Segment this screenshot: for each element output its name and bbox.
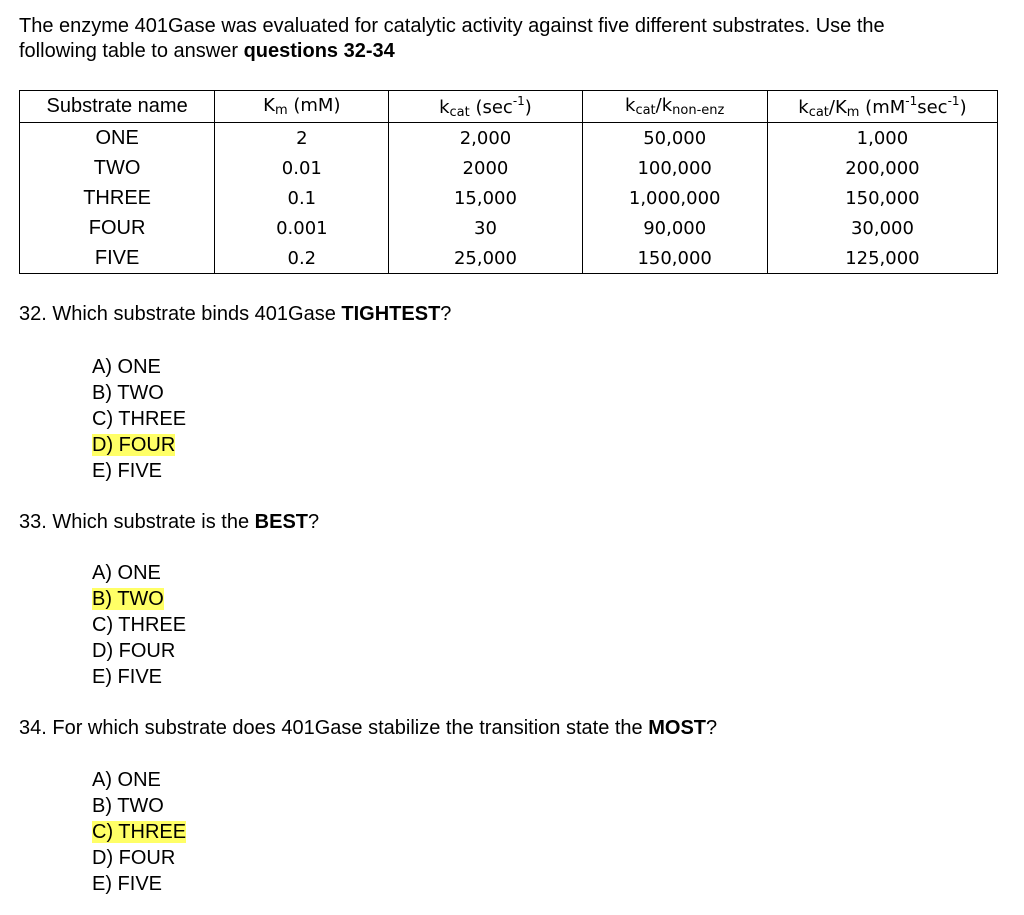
cell-rate-enhancement: 90,000 <box>582 213 767 243</box>
choice-label: A) ONE <box>92 356 161 378</box>
choice-d[interactable] <box>92 845 186 871</box>
cell-rate-enhancement: 150,000 <box>582 243 767 274</box>
header-spec-symbol: k <box>798 96 809 118</box>
cell-km: 0.01 <box>215 153 389 183</box>
cell-specificity: 1,000 <box>767 123 997 154</box>
question-33-text: 33. Which substrate is the <box>19 511 255 533</box>
question-33 <box>19 510 319 534</box>
header-spec-superscript-1: -1 <box>905 93 918 108</box>
cell-km: 0.001 <box>215 213 389 243</box>
choice-c[interactable] <box>92 612 186 638</box>
table-row <box>20 213 998 243</box>
table-header-row <box>20 91 998 123</box>
choice-a[interactable] <box>92 354 186 380</box>
choice-label-highlighted: C) THREE <box>92 821 187 843</box>
choice-a[interactable] <box>92 767 186 793</box>
question-33-keyword: BEST <box>254 511 309 533</box>
cell-kcat: 2,000 <box>389 123 582 154</box>
question-33-choices <box>92 560 186 690</box>
header-rate-subscript-2: non-enz <box>672 103 725 118</box>
question-34-end: ? <box>706 717 718 739</box>
intro-line-2 <box>19 39 1009 64</box>
cell-specificity: 150,000 <box>767 183 997 213</box>
header-km-unit: (mM) <box>287 95 341 116</box>
question-32-keyword: TIGHTEST <box>341 303 441 325</box>
choice-label: A) ONE <box>92 769 161 791</box>
choice-e[interactable] <box>92 871 186 897</box>
header-spec-unit-1: (mM <box>859 96 906 118</box>
cell-specificity: 200,000 <box>767 153 997 183</box>
intro-line-1: The enzyme 401Gase was evaluated for catalytic activity against five different substrates. Use the <box>19 15 885 37</box>
choice-d[interactable] <box>92 432 186 458</box>
header-kcat-close: ) <box>524 96 532 118</box>
choice-label: E) FIVE <box>92 873 163 895</box>
cell-substrate-name: FIVE <box>20 243 215 274</box>
header-spec-close: ) <box>959 96 967 118</box>
header-km-symbol: K <box>263 95 275 116</box>
cell-kcat: 25,000 <box>389 243 582 274</box>
intro-line-2-text: following table to answer <box>19 40 244 62</box>
header-km <box>215 91 389 123</box>
question-34-choices <box>92 767 186 897</box>
question-33-end: ? <box>308 511 320 533</box>
header-kcat-symbol: k <box>439 96 450 118</box>
cell-substrate-name: THREE <box>20 183 215 213</box>
choice-d[interactable] <box>92 638 186 664</box>
choice-b[interactable] <box>92 380 186 406</box>
question-32-text: 32. Which substrate binds 401Gase <box>19 303 342 325</box>
header-spec-subscript-2: m <box>846 104 860 120</box>
cell-km: 2 <box>215 123 389 154</box>
choice-label-highlighted: D) FOUR <box>92 434 176 456</box>
choice-c[interactable] <box>92 406 186 432</box>
cell-specificity: 125,000 <box>767 243 997 274</box>
cell-substrate-name: TWO <box>20 153 215 183</box>
table-row <box>20 243 998 274</box>
cell-kcat: 30 <box>389 213 582 243</box>
choice-label: E) FIVE <box>92 666 163 688</box>
header-kcat <box>389 91 582 123</box>
question-34-text: 34. For which substrate does 401Gase stabilize the transition state the <box>19 717 649 739</box>
header-spec-subscript-1: cat <box>808 104 829 120</box>
question-34 <box>19 716 717 740</box>
header-spec-superscript-2: -1 <box>947 93 960 108</box>
header-kcat-superscript: -1 <box>512 93 525 108</box>
header-specificity <box>767 91 997 123</box>
cell-substrate-name: ONE <box>20 123 215 154</box>
cell-specificity: 30,000 <box>767 213 997 243</box>
choice-label: E) FIVE <box>92 460 163 482</box>
header-kcat-subscript: cat <box>449 104 470 120</box>
table-row <box>20 183 998 213</box>
header-substrate-name: Substrate name <box>20 91 215 123</box>
choice-c[interactable] <box>92 819 186 845</box>
cell-rate-enhancement: 50,000 <box>582 123 767 154</box>
choice-label: C) THREE <box>92 614 187 636</box>
choice-label: D) FOUR <box>92 640 176 662</box>
question-32-choices <box>92 354 186 484</box>
cell-rate-enhancement: 100,000 <box>582 153 767 183</box>
choice-b[interactable] <box>92 586 186 612</box>
choice-label: B) TWO <box>92 795 164 817</box>
question-32-end: ? <box>440 303 452 325</box>
cell-km: 0.1 <box>215 183 389 213</box>
header-km-subscript: m <box>274 103 288 118</box>
cell-km: 0.2 <box>215 243 389 274</box>
choice-e[interactable] <box>92 458 186 484</box>
choice-label: C) THREE <box>92 408 187 430</box>
cell-kcat: 15,000 <box>389 183 582 213</box>
header-spec-unit-2: sec <box>917 96 948 118</box>
header-rate-enhancement <box>582 91 767 123</box>
cell-rate-enhancement: 1,000,000 <box>582 183 767 213</box>
header-rate-symbol: k <box>625 95 636 116</box>
cell-kcat: 2000 <box>389 153 582 183</box>
choice-label: B) TWO <box>92 382 164 404</box>
header-rate-divider: /k <box>655 95 673 116</box>
question-34-keyword: MOST <box>648 717 707 739</box>
choice-label: A) ONE <box>92 562 161 584</box>
choice-b[interactable] <box>92 793 186 819</box>
choice-e[interactable] <box>92 664 186 690</box>
intro-line-2-bold: questions 32-34 <box>243 40 395 62</box>
question-32 <box>19 302 451 326</box>
choice-label: D) FOUR <box>92 847 176 869</box>
header-rate-subscript-1: cat <box>635 103 656 118</box>
header-kcat-unit: (sec <box>469 96 513 118</box>
intro-paragraph <box>19 14 1009 64</box>
header-spec-divider: /K <box>828 96 847 118</box>
cell-substrate-name: FOUR <box>20 213 215 243</box>
substrate-table <box>19 90 998 274</box>
table-row <box>20 123 998 154</box>
table-row <box>20 153 998 183</box>
choice-a[interactable] <box>92 560 186 586</box>
choice-label-highlighted: B) TWO <box>92 588 164 610</box>
